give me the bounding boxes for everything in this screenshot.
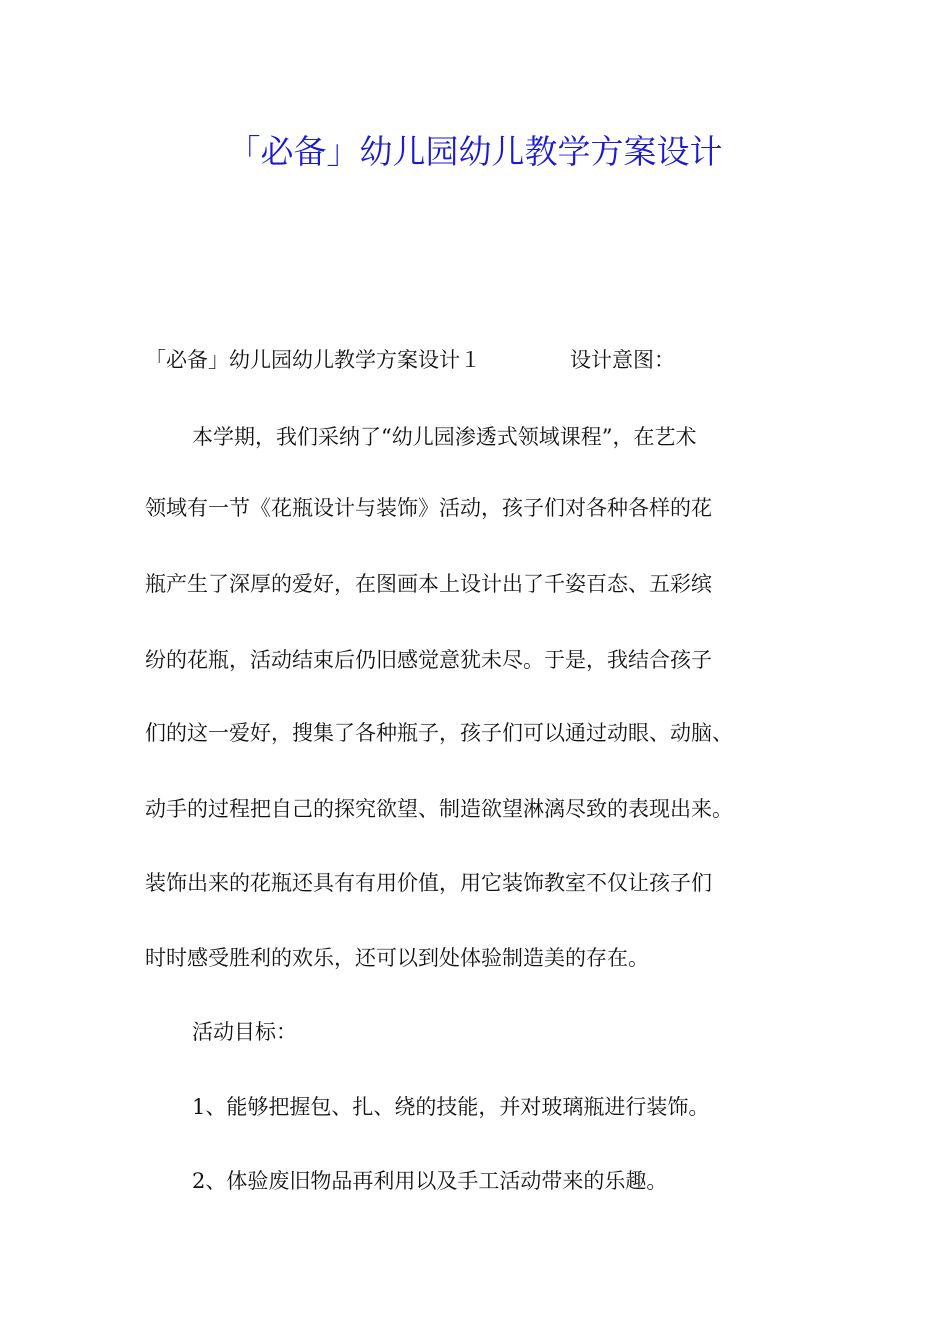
paragraph-line: 本学期，我们采纳了“幼儿园渗透式领域课程”，在艺术 xyxy=(192,425,697,449)
paragraph-line: 领域有一节《花瓶设计与装饰》活动，孩子们对各种各样的花 xyxy=(145,496,712,520)
section-heading: 「必备」幼儿园幼儿教学方案设计１ xyxy=(145,348,481,372)
goals-heading: 活动目标： xyxy=(192,1020,297,1044)
paragraph-line: 时时感受胜利的欢乐，还可以到处体验制造美的存在。 xyxy=(145,946,649,970)
goal-item: 2、体验废旧物品再利用以及手工活动带来的乐趣。 xyxy=(192,1169,668,1193)
paragraph-line: 们的这一爱好，搜集了各种瓶子，孩子们可以通过动眼、动脑、 xyxy=(145,721,733,745)
section-label: 设计意图： xyxy=(570,348,675,372)
paragraph-line: 纷的花瓶，活动结束后仍旧感觉意犹未尽。于是，我结合孩子 xyxy=(145,648,712,672)
document-title: 「必备」幼儿园幼儿教学方案设计 xyxy=(227,132,723,171)
paragraph-line: 装饰出来的花瓶还具有有用价值，用它装饰教室不仅让孩子们 xyxy=(145,871,712,895)
paragraph-line: 瓶产生了深厚的爱好，在图画本上设计出了千姿百态、五彩缤 xyxy=(145,572,712,596)
goal-item: 1、能够把握包、扎、绕的技能，并对玻璃瓶进行装饰。 xyxy=(192,1095,710,1119)
paragraph-line: 动手的过程把自己的探究欲望、制造欲望淋漓尽致的表现出来。 xyxy=(145,797,733,821)
